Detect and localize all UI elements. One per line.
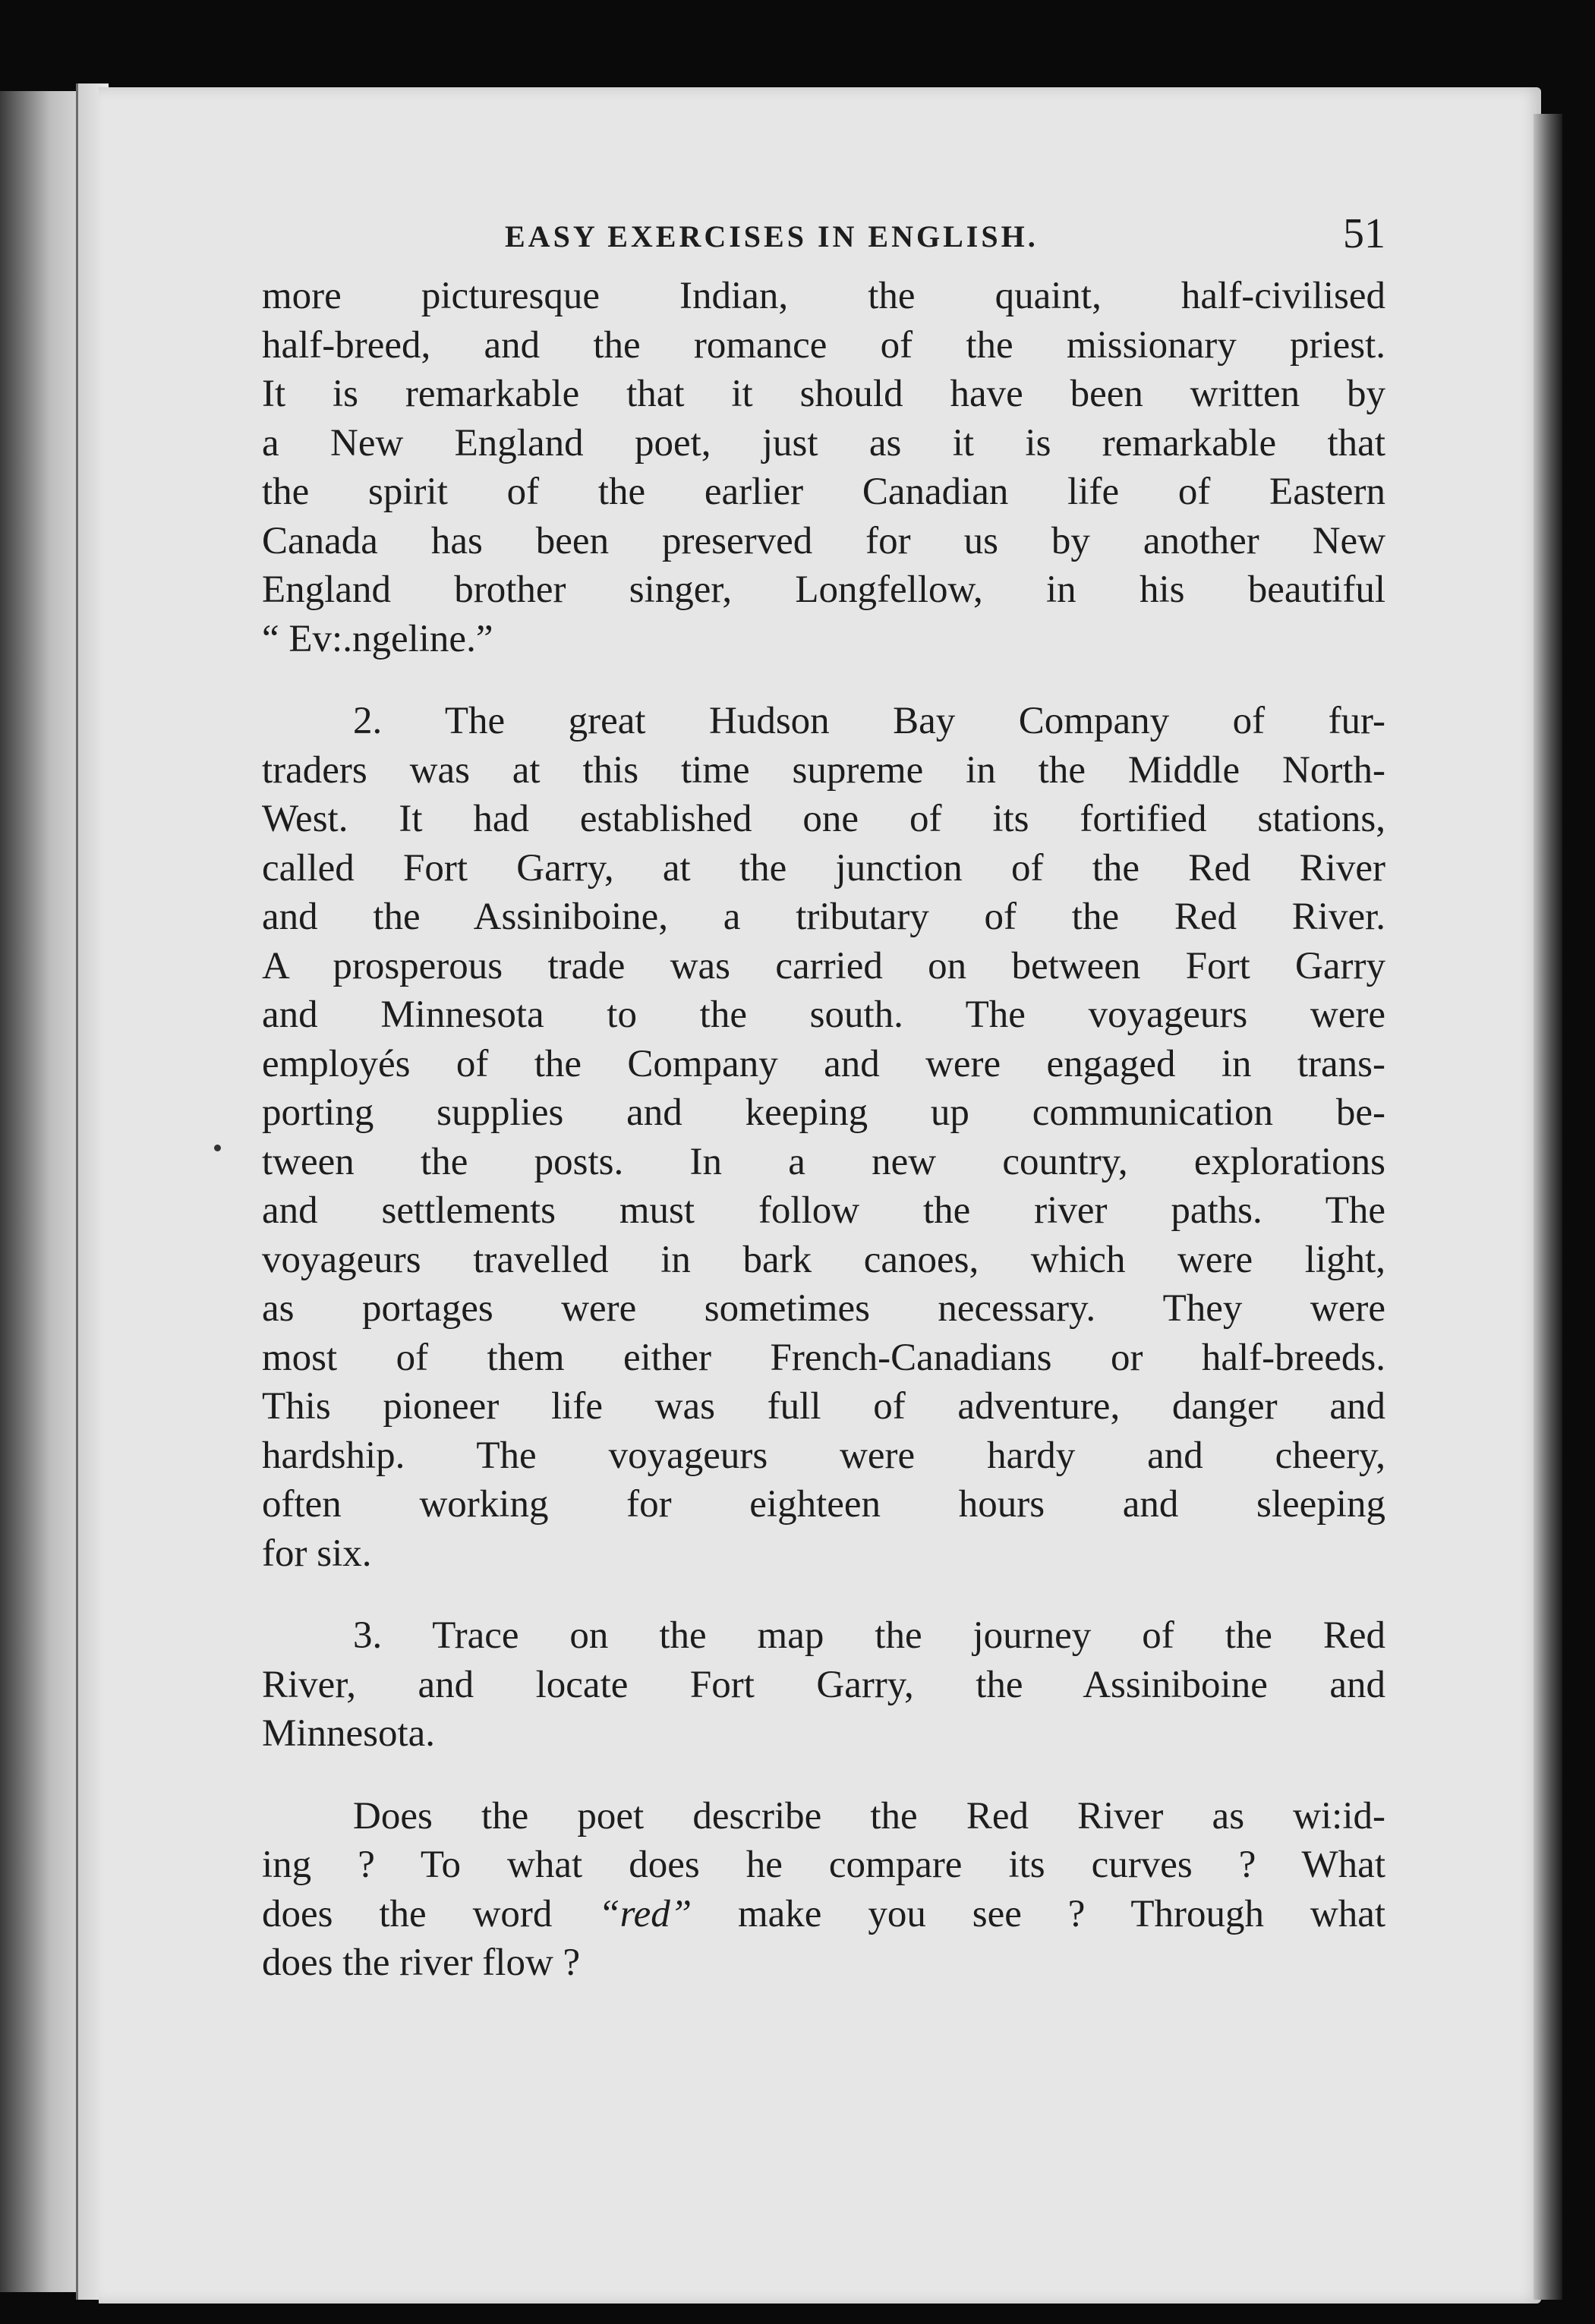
- paragraph-2: [262, 697, 1385, 1578]
- text-line-mixed: [262, 1890, 1385, 1939]
- text-line: employés of the Company and were engaged in trans-: [262, 1042, 1385, 1085]
- text-line: often working for eighteen hours and sleeping: [262, 1483, 1385, 1526]
- running-title: EASY EXERCISES IN ENGLISH.: [505, 219, 1039, 253]
- text-line: traders was at this time supreme in the Middle North-: [262, 748, 1385, 792]
- paragraph-4: [262, 1792, 1385, 1988]
- running-head: [262, 203, 1385, 272]
- paragraph-1: [262, 272, 1385, 663]
- text-line: half-breed, and the romance of the missionary priest.: [262, 323, 1385, 367]
- text-line: It is remarkable that it should have been written by: [262, 373, 1385, 415]
- text-line: and Minnesota to the south. The voyageurs were: [262, 994, 1385, 1036]
- text-line: River, and locate Fort Garry, the Assiniboine and: [262, 1663, 1385, 1706]
- text-line: the spirit of the earlier Canadian life of Eastern: [262, 471, 1385, 513]
- text-line: 2. The great Hudson Bay Company of fur-: [353, 700, 1385, 742]
- text-line: 3. Trace on the map the journey of the Red: [353, 1614, 1385, 1657]
- text-line: a New England poet, just as it is remarkable that: [262, 421, 1385, 464]
- italic-word-red: “red”: [598, 1892, 692, 1935]
- text-line: voyageurs travelled in bark canoes, which were light,: [262, 1238, 1385, 1281]
- text-line: Does the poet describe the Red River as wi:id-: [353, 1794, 1385, 1837]
- page-number: 51: [1343, 210, 1385, 257]
- stray-ink-mark: [214, 1145, 221, 1151]
- text-line: ing ? To what does he compare its curves ? What: [262, 1844, 1385, 1886]
- left-page-sliver: [0, 91, 84, 2292]
- text-line: most of them either French-Canadians or half-breeds.: [262, 1336, 1385, 1379]
- text-line: A prosperous trade was carried on between Fort Garry: [262, 944, 1385, 987]
- text-line: for six.: [262, 1532, 372, 1575]
- paragraph-3: [262, 1611, 1385, 1759]
- text-line: tween the posts. In a new country, explorations: [262, 1140, 1385, 1183]
- page-text: [262, 203, 1385, 1988]
- right-page-edge: [1534, 114, 1562, 2300]
- text-line: hardship. The voyageurs were hardy and cheery,: [262, 1434, 1385, 1477]
- text-line: West. It had established one of its fortified stations,: [262, 798, 1385, 840]
- text-fragment: does the word: [262, 1892, 553, 1935]
- text-line: more picturesque Indian, the quaint, half-civilised: [262, 275, 1385, 317]
- text-line: Minnesota.: [262, 1712, 436, 1755]
- text-line: and settlements must follow the river paths. The: [262, 1189, 1385, 1232]
- text-line: England brother singer, Longfellow, in his beautiful: [262, 568, 1385, 611]
- text-line: porting supplies and keeping up communication be-: [262, 1091, 1385, 1134]
- text-line: “ Ev:.ngeline.”: [262, 617, 493, 660]
- text-fragment: make you see ? Through what: [738, 1892, 1385, 1935]
- text-line: Canada has been preserved for us by another New: [262, 519, 1385, 562]
- text-line: called Fort Garry, at the junction of the Red River: [262, 846, 1385, 890]
- text-line: This pioneer life was full of adventure, danger and: [262, 1385, 1385, 1428]
- text-line: as portages were sometimes necessary. They were: [262, 1287, 1385, 1330]
- text-line: does the river flow ?: [262, 1941, 581, 1984]
- text-line: and the Assiniboine, a tributary of the Red River.: [262, 896, 1385, 938]
